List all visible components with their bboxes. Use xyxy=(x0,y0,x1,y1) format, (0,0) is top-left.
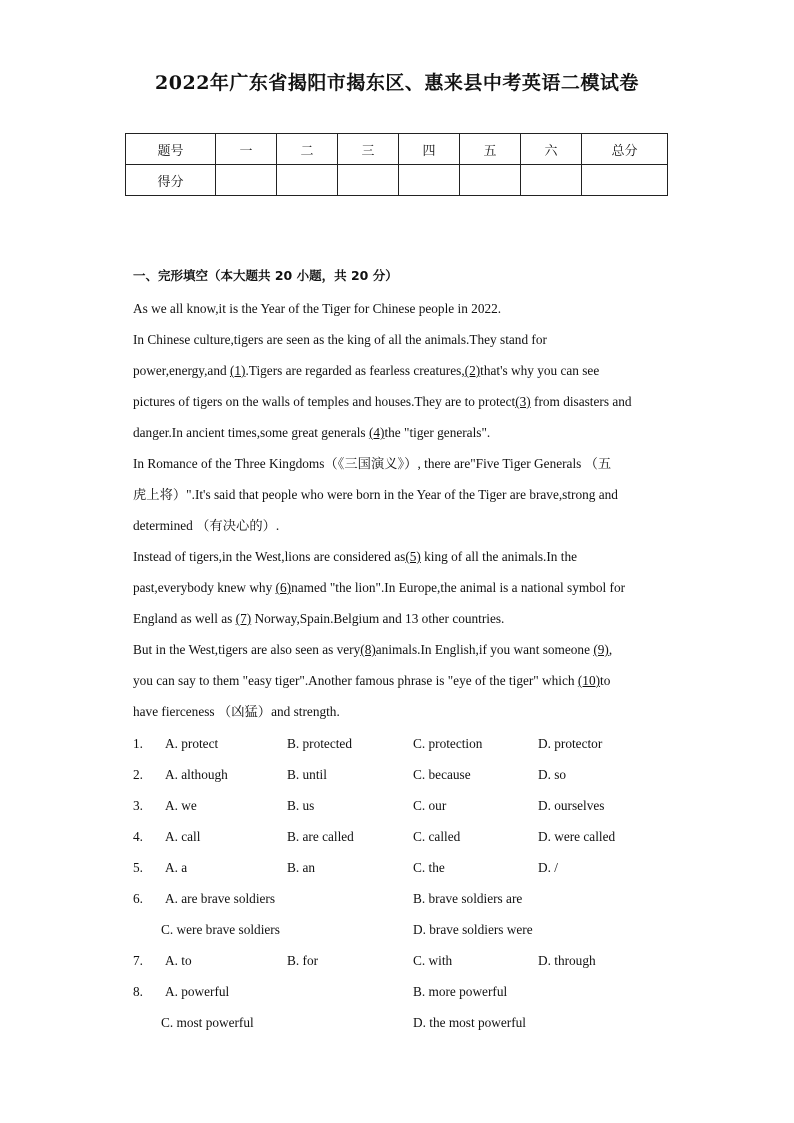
cloze-passage xyxy=(133,293,663,727)
question-item-continued xyxy=(133,1009,693,1040)
blank-1: (1) xyxy=(229,363,246,378)
option-c: C. called xyxy=(413,829,461,844)
passage-line xyxy=(133,572,663,603)
option-b: B. protected xyxy=(287,736,352,751)
option-d: D. / xyxy=(538,860,558,875)
option-d: D. through xyxy=(538,953,596,968)
passage-line xyxy=(133,355,663,386)
option-c: C. with xyxy=(413,953,453,968)
question-number: 6. xyxy=(133,891,143,906)
blank-10: (10) xyxy=(577,673,601,688)
question-item xyxy=(133,978,693,1009)
text-run: the "tiger generals". xyxy=(384,425,491,440)
text-run: that's why you can see xyxy=(480,363,600,378)
option-d: D. ourselves xyxy=(538,798,605,813)
passage-line: 虎上将）".It's said that people who were born in the Year of the Tiger are brave,strong and xyxy=(133,487,618,502)
question-item xyxy=(133,730,693,761)
score-cell xyxy=(277,165,338,196)
section-heading: 一、完形填空（本大题共 20 小题，共 20 分） xyxy=(133,268,398,283)
question-number: 7. xyxy=(133,953,143,968)
question-number: 2. xyxy=(133,767,143,782)
passage-line xyxy=(133,541,663,572)
blank-7: (7) xyxy=(235,611,252,626)
text-run: past,everybody knew why xyxy=(133,580,276,595)
text-run: Instead of tigers,in the West,lions are considered as xyxy=(133,549,406,564)
option-c: C. most powerful xyxy=(161,1015,254,1030)
passage-line xyxy=(133,386,663,417)
option-c: C. were brave soldiers xyxy=(161,922,280,937)
blank-6: (6) xyxy=(275,580,292,595)
question-number: 4. xyxy=(133,829,143,844)
text-run: you can say to them "easy tiger".Another famous phrase is "eye of the tiger" which xyxy=(133,673,578,688)
score-cell xyxy=(216,165,277,196)
score-cell xyxy=(460,165,521,196)
passage-line: In Romance of the Three Kingdoms（《三国演义》）, there are"Five Tiger Generals （五 xyxy=(133,456,612,471)
option-b: B. us xyxy=(287,798,315,813)
text-run: animals.In English,if you want someone xyxy=(375,642,594,657)
passage-line: As we all know,it is the Year of the Tiger for Chinese people in 2022. xyxy=(133,301,502,316)
text-run: power,energy,and xyxy=(133,363,230,378)
text-run: pictures of tigers on the walls of temples and houses.They are to protect xyxy=(133,394,516,409)
option-a: A. are brave soldiers xyxy=(165,891,276,906)
option-c: C. protection xyxy=(413,736,483,751)
option-d: D. the most powerful xyxy=(413,1015,527,1030)
blank-2: (2) xyxy=(464,363,481,378)
passage-line xyxy=(133,417,663,448)
question-list xyxy=(133,730,693,1040)
passage-line xyxy=(133,665,663,696)
option-d: D. protector xyxy=(538,736,603,751)
option-a: A. although xyxy=(165,767,228,782)
text-run: from disasters and xyxy=(530,394,632,409)
question-number: 1. xyxy=(133,736,143,751)
text-run: Norway,Spain.Belgium and 13 other countries. xyxy=(251,611,505,626)
option-d: D. were called xyxy=(538,829,616,844)
option-c: C. our xyxy=(413,798,447,813)
option-c: C. because xyxy=(413,767,471,782)
header-cell: 四 xyxy=(399,134,460,165)
passage-line: In Chinese culture,tigers are seen as the king of all the animals.They stand for xyxy=(133,332,547,347)
score-table xyxy=(125,133,668,196)
header-cell: 总分 xyxy=(582,134,668,165)
question-number: 8. xyxy=(133,984,143,999)
question-item xyxy=(133,761,693,792)
question-item xyxy=(133,885,693,916)
option-b: B. until xyxy=(287,767,327,782)
option-c: C. the xyxy=(413,860,445,875)
text-run: .Tigers are regarded as fearless creatures, xyxy=(245,363,465,378)
option-b: B. an xyxy=(287,860,316,875)
text-run: king of all the animals.In the xyxy=(420,549,578,564)
option-b: B. more powerful xyxy=(413,984,508,999)
option-a: A. powerful xyxy=(165,984,230,999)
score-cell xyxy=(338,165,399,196)
score-table-header-row xyxy=(126,134,668,165)
header-cell: 题号 xyxy=(126,134,216,165)
header-cell: 五 xyxy=(460,134,521,165)
option-a: A. we xyxy=(165,798,197,813)
blank-4: (4) xyxy=(368,425,385,440)
option-b: B. are called xyxy=(287,829,354,844)
option-a: A. to xyxy=(165,953,192,968)
passage-line: determined （有决心的）. xyxy=(133,518,280,533)
option-b: B. brave soldiers are xyxy=(413,891,523,906)
text-run: , xyxy=(608,642,613,657)
header-cell: 一 xyxy=(216,134,277,165)
option-d: D. brave soldiers were xyxy=(413,922,533,937)
option-d: D. so xyxy=(538,767,567,782)
question-number: 5. xyxy=(133,860,143,875)
blank-3: (3) xyxy=(515,394,531,409)
blank-5: (5) xyxy=(405,549,421,564)
header-cell: 三 xyxy=(338,134,399,165)
question-item xyxy=(133,823,693,854)
question-item-continued xyxy=(133,916,693,947)
header-cell: 六 xyxy=(521,134,582,165)
blank-9: (9) xyxy=(593,642,609,657)
score-cell xyxy=(399,165,460,196)
text-run: to xyxy=(600,673,611,688)
passage-line xyxy=(133,603,663,634)
option-b: B. for xyxy=(287,953,319,968)
header-cell: 二 xyxy=(277,134,338,165)
score-table-score-row xyxy=(126,165,668,196)
text-run: England as well as xyxy=(133,611,236,626)
option-a: A. call xyxy=(165,829,201,844)
blank-8: (8) xyxy=(360,642,376,657)
text-run: named "the lion".In Europe,the animal is a national symbol for xyxy=(291,580,626,595)
question-item xyxy=(133,947,693,978)
exam-title: 2022年广东省揭阳市揭东区、惠来县中考英语二模试卷 xyxy=(155,72,639,94)
passage-line xyxy=(133,634,663,665)
row-label-cell: 得分 xyxy=(126,165,216,196)
question-number: 3. xyxy=(133,798,143,813)
question-item xyxy=(133,792,693,823)
question-item xyxy=(133,854,693,885)
option-a: A. a xyxy=(165,860,188,875)
text-run: But in the West,tigers are also seen as very xyxy=(133,642,361,657)
passage-line: have fierceness （凶猛）and strength. xyxy=(133,704,340,719)
score-cell xyxy=(521,165,582,196)
text-run: danger.In ancient times,some great generals xyxy=(133,425,369,440)
score-cell xyxy=(582,165,668,196)
option-a: A. protect xyxy=(165,736,219,751)
